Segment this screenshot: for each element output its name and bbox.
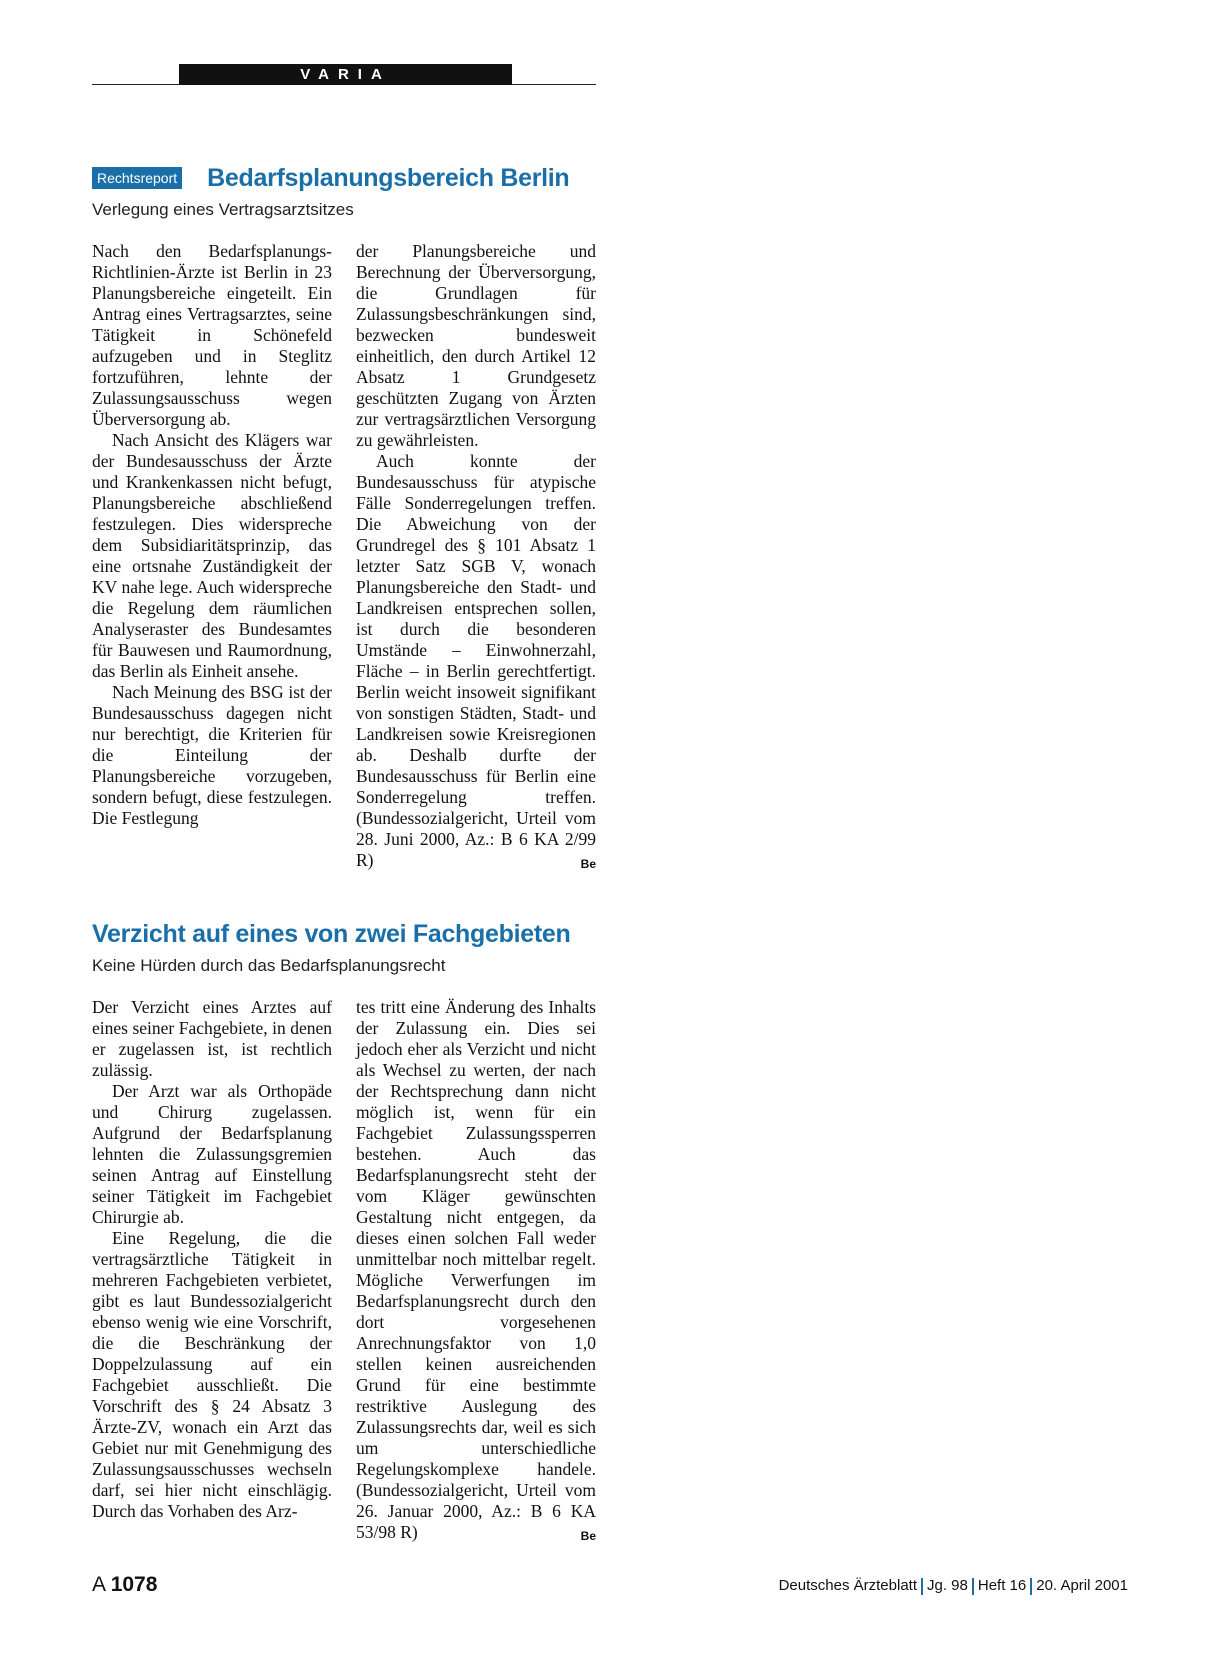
- column-left: [92, 997, 332, 1547]
- journal-volume: Jg. 98: [927, 1577, 968, 1594]
- paragraph: Eine Regelung, die die vertragsärztliche Tätigkeit in mehreren Fachgebieten verbietet, gibt es laut Bundessozialgericht ebenso wenig wie eine Vorschrift, die die Beschränkung der Doppelzulassung auf ein Fachgebiet ausschließt. Die Vorschrift des § 24 Absatz 3 Ärzte-ZV, wonach ein Arzt das Gebiet nur mit Genehmigung des Zulassungsausschusses wechseln darf, sei hier nicht einschlägig. Durch das Vorhaben des Arz-: [92, 1228, 332, 1521]
- column-right: [356, 997, 596, 1547]
- paragraph: Der Arzt war als Orthopäde und Chirurg zugelassen. Aufgrund der Bedarfsplanung lehnten die Zulassungsgremien seinen Antrag auf Einstellung seiner Tätigkeit im Fachgebiet Chirurgie ab.: [92, 1081, 332, 1227]
- paragraph: der Planungsbereiche und Berechnung der Überversorgung, die Grundlagen für Zulassungsbeschränkungen sind, bezwecken bundesweit einheitlich, den durch Artikel 12 Absatz 1 Grundgesetz geschützten Zugang von Ärzten zur vertragsärztlichen Versorgung zu gewährleisten.: [356, 241, 596, 450]
- article-subtitle: Verlegung eines Vertragsarztsitzes: [92, 200, 354, 219]
- author-signature: Be: [580, 1529, 596, 1543]
- author-signature: Be: [580, 857, 596, 871]
- paragraph: [356, 451, 596, 871]
- section-label: VARIA: [179, 64, 512, 85]
- article-columns: [92, 241, 596, 875]
- journal-name: Deutsches Ärzteblatt: [778, 1577, 917, 1594]
- paragraph-text: tes tritt eine Änderung des Inhalts der Zulassung ein. Dies sei jedoch eher als Verzicht und nicht als Wechsel zu werten, der nach der Rechtsprechung dann nicht möglich ist, wenn für ein Fachgebiet Zulassungssperren bestehen. Auch das Bedarfsplanungsrecht steht der vom Kläger gewünschten Gestaltung nicht entgegen, da dieses einen solchen Fall weder unmittelbar noch mittelbar regelt. Mögliche Verwerfungen im Bedarfsplanungsrecht durch den dort vorgesehenen Anrechnungsfaktor von 1,0 stellen keinen ausreichenden Grund für eine bestimmte restriktive Auslegung des Zulassungsrechts dar, weil es sich um unterschiedliche Regelungskomplexe handele. (Bundessozialgericht, Urteil vom 26. Januar 2000, Az.: B 6 KA 53/98 R): [356, 997, 596, 1542]
- rubric-tag: Rechtsreport: [92, 167, 182, 189]
- article-title: Verzicht auf eines von zwei Fachgebieten: [92, 919, 571, 948]
- separator: [1030, 1578, 1032, 1595]
- journal-issue: Heft 16: [977, 1577, 1027, 1594]
- title-row: [92, 916, 596, 952]
- separator: [921, 1578, 923, 1595]
- journal-info: [779, 1577, 1128, 1595]
- page-footer: [92, 1573, 1128, 1599]
- paragraph: Nach Ansicht des Klägers war der Bundesausschuss der Ärzte und Krankenkassen nicht befugt, Planungsbereiche abschließend festzulegen. Dies widerspreche dem Subsidiaritätsprinzip, das eine ortsnahe Zuständigkeit der KV nahe lege. Auch widerspreche die Regelung dem räumlichen Analyseraster des Bundesamtes für Bauwesen und Raumordnung, das Berlin als Einheit ansehe.: [92, 430, 332, 681]
- page-number-value: 1078: [110, 1573, 158, 1596]
- journal-date: 20. April 2001: [1036, 1577, 1128, 1594]
- column-left: [92, 241, 332, 875]
- paragraph: [356, 997, 596, 1543]
- separator: [972, 1578, 974, 1595]
- section-header: [92, 64, 596, 86]
- article-columns: [92, 997, 596, 1547]
- page-number: [92, 1573, 157, 1597]
- article-subtitle: Keine Hürden durch das Bedarfsplanungsrecht: [92, 956, 446, 975]
- page-prefix: A: [92, 1573, 105, 1596]
- paragraph: Nach den Bedarfsplanungs-Richtlinien-Ärzte ist Berlin in 23 Planungsbereiche eingeteilt. Ein Antrag eines Vertragsarztes, seine Tätigkeit in Schönefeld aufzugeben und in Steglitz fortzuführen, lehnte der Zulassungsausschuss wegen Überversorgung ab.: [92, 241, 332, 429]
- paragraph: Der Verzicht eines Arztes auf eines seiner Fachgebiete, in denen er zugelassen ist, ist rechtlich zulässig.: [92, 997, 332, 1080]
- paragraph: Nach Meinung des BSG ist der Bundesausschuss dagegen nicht nur berechtigt, die Kriterien für die Einteilung der Planungsbereiche vorzugeben, sondern befugt, diese festzulegen. Die Festlegung: [92, 682, 332, 828]
- article-berlin: [92, 160, 596, 875]
- article-fachgebiete: [92, 916, 596, 1547]
- article-title: Bedarfsplanungsbereich Berlin: [207, 163, 570, 192]
- column-right: [356, 241, 596, 875]
- paragraph-text: Auch konnte der Bundesausschuss für atypische Fälle Sonderregelungen treffen. Die Abweichung von der Grundregel des § 101 Absatz 1 letzter Satz SGB V, wonach Planungsbereiche den Stadt- und Landkreisen entsprechen sollen, ist durch die besonderen Umstände – Einwohnerzahl, Fläche – in Berlin gerechtfertigt. Berlin weicht insoweit signifikant von sonstigen Städten, Stadt- und Landkreisen sowie Kreisregionen ab. Deshalb durfte der Bundesausschuss für Berlin eine Sonderregelung treffen. (Bundessozialgericht, Urteil vom 28. Juni 2000, Az.: B 6 KA 2/99 R): [356, 451, 596, 870]
- title-row: [92, 160, 596, 196]
